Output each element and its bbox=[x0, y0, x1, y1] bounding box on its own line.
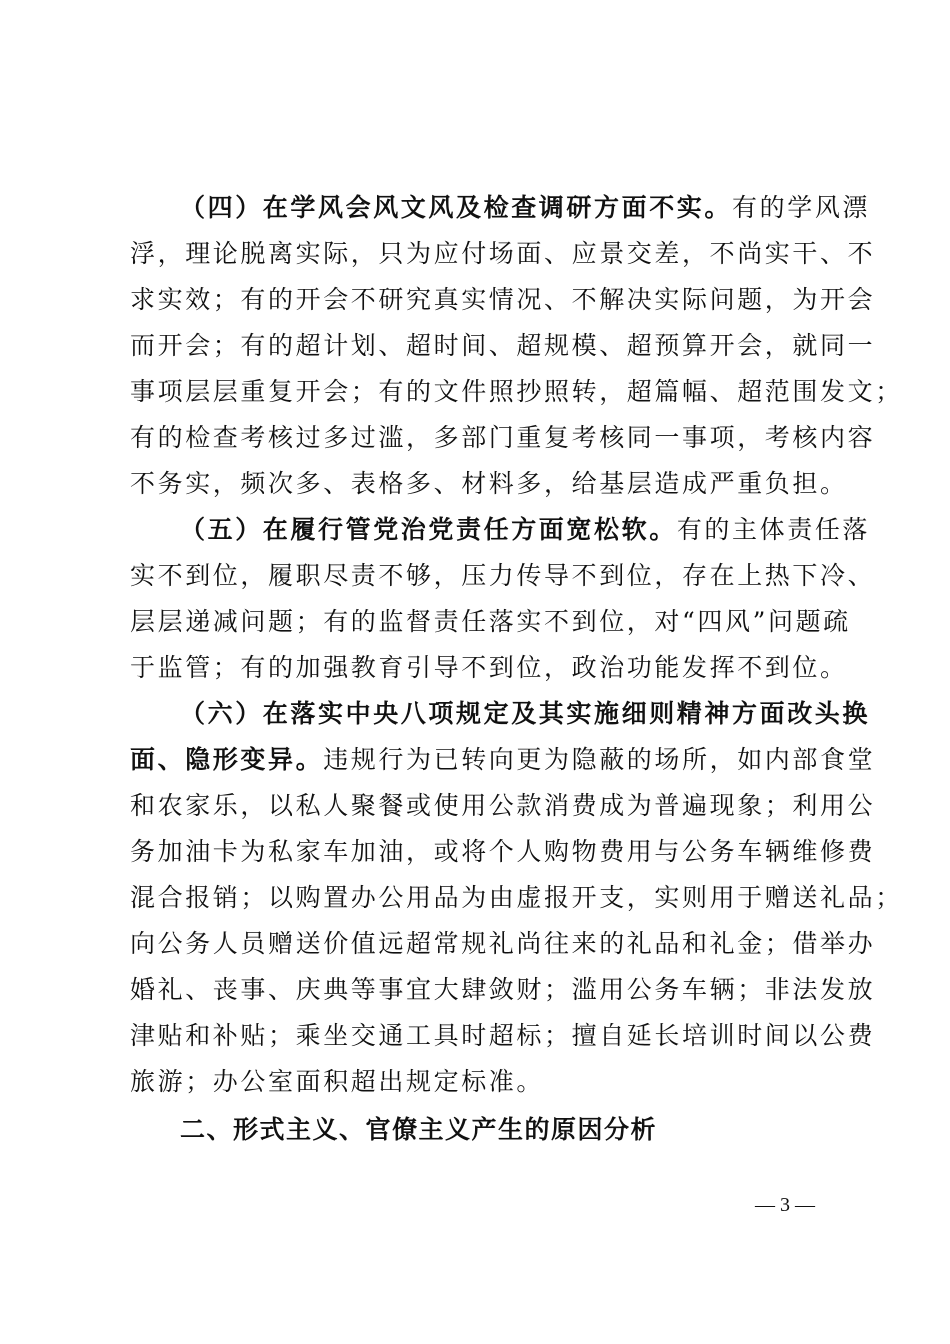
paragraph-4-line: 而开会；有的超计划、超时间、超规模、超预算开会，就同一 bbox=[130, 331, 876, 360]
paragraph-5-line: 于监管；有的加强教育引导不到位，政治功能发挥不到位。 bbox=[130, 653, 848, 682]
paragraph-6-heading: （六）在落实中央八项规定及其实施细则精神方面改头换 bbox=[180, 699, 871, 728]
paragraph-5-text: 有的主体责任落 bbox=[676, 515, 871, 544]
paragraph-6-line: 和农家乐，以私人聚餐或使用公款消费成为普遍现象；利用公 bbox=[130, 791, 876, 820]
paragraph-4-line: 求实效；有的开会不研究真实情况、不解决实际问题，为开会 bbox=[130, 285, 876, 314]
paragraph-4-text: 有的学风漂 bbox=[732, 193, 871, 222]
paragraph-5-heading: （五）在履行管党治党责任方面宽松软。 bbox=[180, 515, 677, 544]
paragraph-6-line: 津贴和补贴；乘坐交通工具时超标；擅自延长培训时间以公费 bbox=[130, 1021, 876, 1050]
paragraph-5-line: 实不到位，履职尽责不够，压力传导不到位，存在上热下冷、 bbox=[130, 561, 876, 590]
paragraph-4-line: 事项层层重复开会；有的文件照抄照转，超篇幅、超范围发文； bbox=[130, 377, 903, 406]
paragraph-6-line-2 bbox=[130, 737, 876, 783]
paragraph-6-line: 向公务人员赠送价值远超常规礼尚往来的礼品和礼金；借举办 bbox=[130, 929, 876, 958]
paragraph-6-line: 旅游；办公室面积超出规定标准。 bbox=[130, 1067, 545, 1096]
paragraph-4-line-1 bbox=[180, 185, 871, 231]
paragraph-4-line: 浮，理论脱离实际，只为应付场面、应景交差，不尚实干、不 bbox=[130, 239, 876, 268]
paragraph-4-line: 有的检查考核过多过滥，多部门重复考核同一事项，考核内容 bbox=[130, 423, 876, 452]
section-heading: 二、形式主义、官僚主义产生的原因分析 bbox=[180, 1115, 658, 1144]
paragraph-4-line: 不务实，频次多、表格多、材料多，给基层造成严重负担。 bbox=[130, 469, 848, 498]
paragraph-6-line: 混合报销；以购置办公用品为由虚报开支，实则用于赠送礼品； bbox=[130, 883, 903, 912]
page-number: — 3 — bbox=[755, 1194, 815, 1216]
paragraph-6-heading-end: 面、隐形变异。 bbox=[130, 745, 324, 774]
paragraph-6-text: 违规行为已转向更为隐蔽的场所，如内部食堂 bbox=[323, 745, 876, 774]
paragraph-6-line: 婚礼、丧事、庆典等事宜大肆敛财；滥用公务车辆；非法发放 bbox=[130, 975, 876, 1004]
paragraph-5-line-1 bbox=[180, 507, 871, 553]
paragraph-5-line: 层层递减问题；有的监督责任落实不到位，对“四风”问题疏 bbox=[130, 607, 851, 636]
paragraph-4-heading: （四）在学风会风文风及检查调研方面不实。 bbox=[180, 193, 733, 222]
paragraph-6-line: 务加油卡为私家车加油，或将个人购物费用与公务车辆维修费 bbox=[130, 837, 876, 866]
